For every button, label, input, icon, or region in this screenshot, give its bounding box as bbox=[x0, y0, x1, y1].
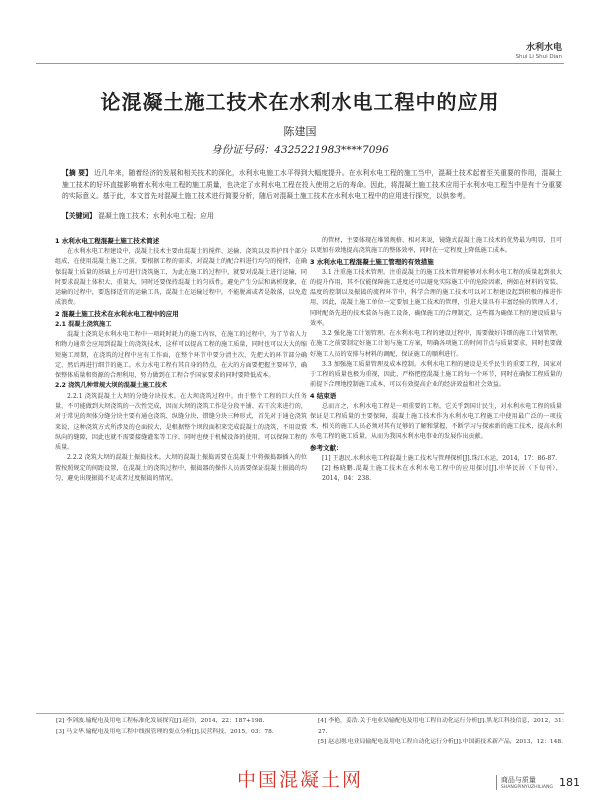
journal-name: 水利水电 bbox=[525, 43, 562, 53]
section-heading-2: 2 混凝土施工技术在水利水电工程中的应用 bbox=[55, 309, 179, 318]
footer-magazine-name: 商品与质量 bbox=[500, 776, 536, 784]
reference-item: [2] 李剑波.输配电及用电工程标准化发展探究[J].硅谷，2014，22：187+198. bbox=[56, 718, 265, 724]
reference-item: [4] 李艳，姜浩.关于电业局输配电及用电工程自动化运行分析[J].黑龙江科技信息，2012，31：27. bbox=[318, 718, 568, 735]
reference-item: [2] 杨晓鹏.混凝土施工技术在水利水电工程中的应用探讨[J].中华民居（下旬刊），2014，04：238. bbox=[322, 464, 562, 482]
abstract bbox=[62, 168, 562, 203]
keywords-label: 【关键词】 bbox=[62, 212, 96, 220]
paragraph: 总而言之，水利水电工程是一项重要的工程，它关乎到国计民生，对水利水电工程的质量保证是工程质量的主要保障，混凝土施工技术作为水利水电工程施工中使用最广泛的一项技术，相关的施工人员必须对其有足够的了解和掌握，不断学习与探索新的施工技术，提高水利水电工程的施工质量，从而为我国水利水电事业的发展作出贡献。 bbox=[310, 402, 562, 441]
article-author: 陈建国 bbox=[283, 125, 317, 138]
paragraph: 2.2.1 浇筑混凝土大坝的分缝分块技术。在大坝浇筑过程中，由于整个工程的巨大任务量，不可能做到大坝浇筑的一次性完成，因而大坝的浇筑工作是分段平铺、若干次来进行的，对于常见的坝体分缝分块主要有通仓浇筑、纵缝分块、错缝分块三种形式，首先对于通仓浇筑来说，这种浇筑方式所涉及的仓面较大，是根据整个坝段面积来完成混凝土的浇筑，不用设置纵向的缝隙，因此也就不需要接缝灌浆等工序，同时也便于机械设备的使用，可以保障工程的质量。 bbox=[55, 392, 307, 451]
reference-item: [5] 赵志刚.电业局输配电及用电工程自动化运行分析[J].中国新技术新产品，2013，12：148. bbox=[318, 739, 564, 745]
author-id-line: 身份证号码：4325221983****7096 bbox=[211, 144, 389, 156]
paragraph: 3.1 注重施工技术管理。注重混凝土的施工技术管理能够对水利水电工程的质量起到很大的提升作用，其不仅能保障施工进度还可以避免实际施工中的危险因素，例如在材料的安装、温度的控制以及振捣的流程环节中，科学合理的施工技术可以对工程建设起到积极的推进作用，因此，混凝土施工单位一定要加上施工技术的管理，引进大量具有丰富经验的管理人才，同时配备先进的技术装备与施工设备，确保施工的合理制定，这些都为确保工程的建设质量与效率。 bbox=[310, 268, 562, 327]
section-heading-1: 1 水利水电工程混凝土施工技术简述 bbox=[55, 237, 160, 245]
header-rule bbox=[36, 63, 564, 64]
paragraph: 3.3 加强施工质量管理及成本控制。水利水电工程的建设是关乎民生的重要工程，国家对于工程的质量也极为重视，因此，严格把控混凝土施工的每一个环节，同时在确保工程质量的前提下合理地控制施工成本，可以有效提高企业的经济效益和社会效益。 bbox=[310, 360, 562, 389]
body-column-left bbox=[55, 236, 307, 484]
subsection-heading-2-2: 2.2 浇筑几种常规大坝的混凝土施工技术 bbox=[55, 382, 168, 390]
reference-item: [1] 王惠民.水利水电工程混凝土施工技术与管理探析[J].珠江水运，2014，17：86-87. bbox=[322, 454, 558, 462]
footer-magazine bbox=[496, 775, 553, 790]
references-title: 参考文献： bbox=[310, 443, 343, 452]
footer-references-right bbox=[318, 716, 568, 748]
keywords-text: 混凝土施工技术；水利水电工程；应用 bbox=[98, 212, 214, 220]
paragraph: 2.2.2 浇筑大坝的混凝土振捣技术。大坝的混凝土振捣需要在混凝土中将振捣器插入的位置按照规定的间距设置，在混凝土的浇筑过程中，振捣器的操作人员需要保证混凝土振捣的均匀，避免出现振捣不足或者过度振捣的情况。 bbox=[55, 454, 307, 482]
section-heading-3: 3 水利水电工程混凝土施工管理的有效措施 bbox=[310, 257, 434, 266]
abstract-text: 近几年来，随着经济的发展和相关技术的深化，水利水电施工水平得到大幅度提升。在水利水电工程的施工当中，混凝土技术起着至关重要的作用，混凝土施工技术的好坏直接影响着水利水电工程的施工质量，也决定了水利水电工程在投入使用之后的寿命。因此，将混凝土施工技术应用于水利水电工程当中是有十分重要的实际意义。基于此，本文首先对混凝土施工技术进行简要分析，随后对混凝土施工技术在水利水电工程中的应用进行探究，以供参考。 bbox=[62, 169, 562, 200]
paragraph: 的管材，主要体现在堆置规格、相对来说，镜缝式混凝土施工技术的优势最为明显，且可以更加有效地提高浇筑施工的整体效率，同时在一定程度上降低施工成本。 bbox=[310, 237, 562, 255]
section-heading-4: 4 结束语 bbox=[310, 391, 337, 400]
footer-rule bbox=[36, 713, 564, 714]
paragraph: 混凝土浇筑是水利水电工程中一项耗时耗力的施工内容，在施工的过程中，为了节省人力和物力通常会应用到混凝土的浇筑技术，这样可以提高工程的施工质量，同时也可以大大的缩短施工周期，在浇筑的过程中应有工作面，在整个环节中要分清主次，先把大的环节部分确定，然后再进行细节的施工。水力水电工程有其自身的特点，在大的方面要把握主要环节，确保整体质量和资源的合理利用，努力做到在工程合乎国家要求的同时要降低成本。 bbox=[55, 331, 307, 379]
subsection-heading-2-1: 2.1 混凝土浇筑施工 bbox=[55, 320, 112, 328]
reference-item: [3] 马文华.输配电及用电工程中线损管理的要点分析[J].民营科技，2015，03：78. bbox=[56, 728, 274, 735]
abstract-label: 【摘 要】 bbox=[62, 169, 92, 177]
paragraph: 在水利水电工程建设中，混凝土技术主要由混凝土的搅拌、运输、浇筑以及养护四个部分组成，在使用混凝土施工之前，要根据工程的需求，对混凝土的配合料进行均匀的搅拌，在确保混凝土质量的基础上方可进行浇筑施工，为此在施工的过程中，就要对混凝土进行运输，同时要求混凝土体积大、重量大，同时还要保持混凝土的匀质性，避免产生分层和离析现象，在运输的过程中，要选择适宜的运输工具，混凝土在运输过程中，不能脱离或者是散落，以免造成浪费。 bbox=[55, 248, 307, 307]
footer-magazine-pinyin: SHANGPINYUZHILIANG bbox=[500, 785, 553, 790]
journal-header bbox=[516, 40, 562, 60]
body-column-right bbox=[310, 236, 562, 484]
paragraph: 3.2 强化施工计划管理。在水利水电工程的建设过程中，需要做好详细的施工计划管理，在施工之前要制定好施工计划与施工方案，明确各项施工的时间节点与质量要求，同时也要做好施工人员的安排与材料的调配，保证施工的顺利进行。 bbox=[310, 330, 562, 358]
site-watermark: 中国混凝土网 bbox=[236, 769, 363, 791]
page-footer bbox=[496, 775, 580, 790]
footer-references-left bbox=[56, 716, 306, 737]
article-title: 论混凝土施工技术在水利水电工程中的应用 bbox=[100, 90, 500, 114]
keywords bbox=[62, 211, 562, 222]
journal-pinyin: Shui Li Shui Dian bbox=[515, 54, 562, 60]
page-number: 181 bbox=[559, 776, 580, 789]
